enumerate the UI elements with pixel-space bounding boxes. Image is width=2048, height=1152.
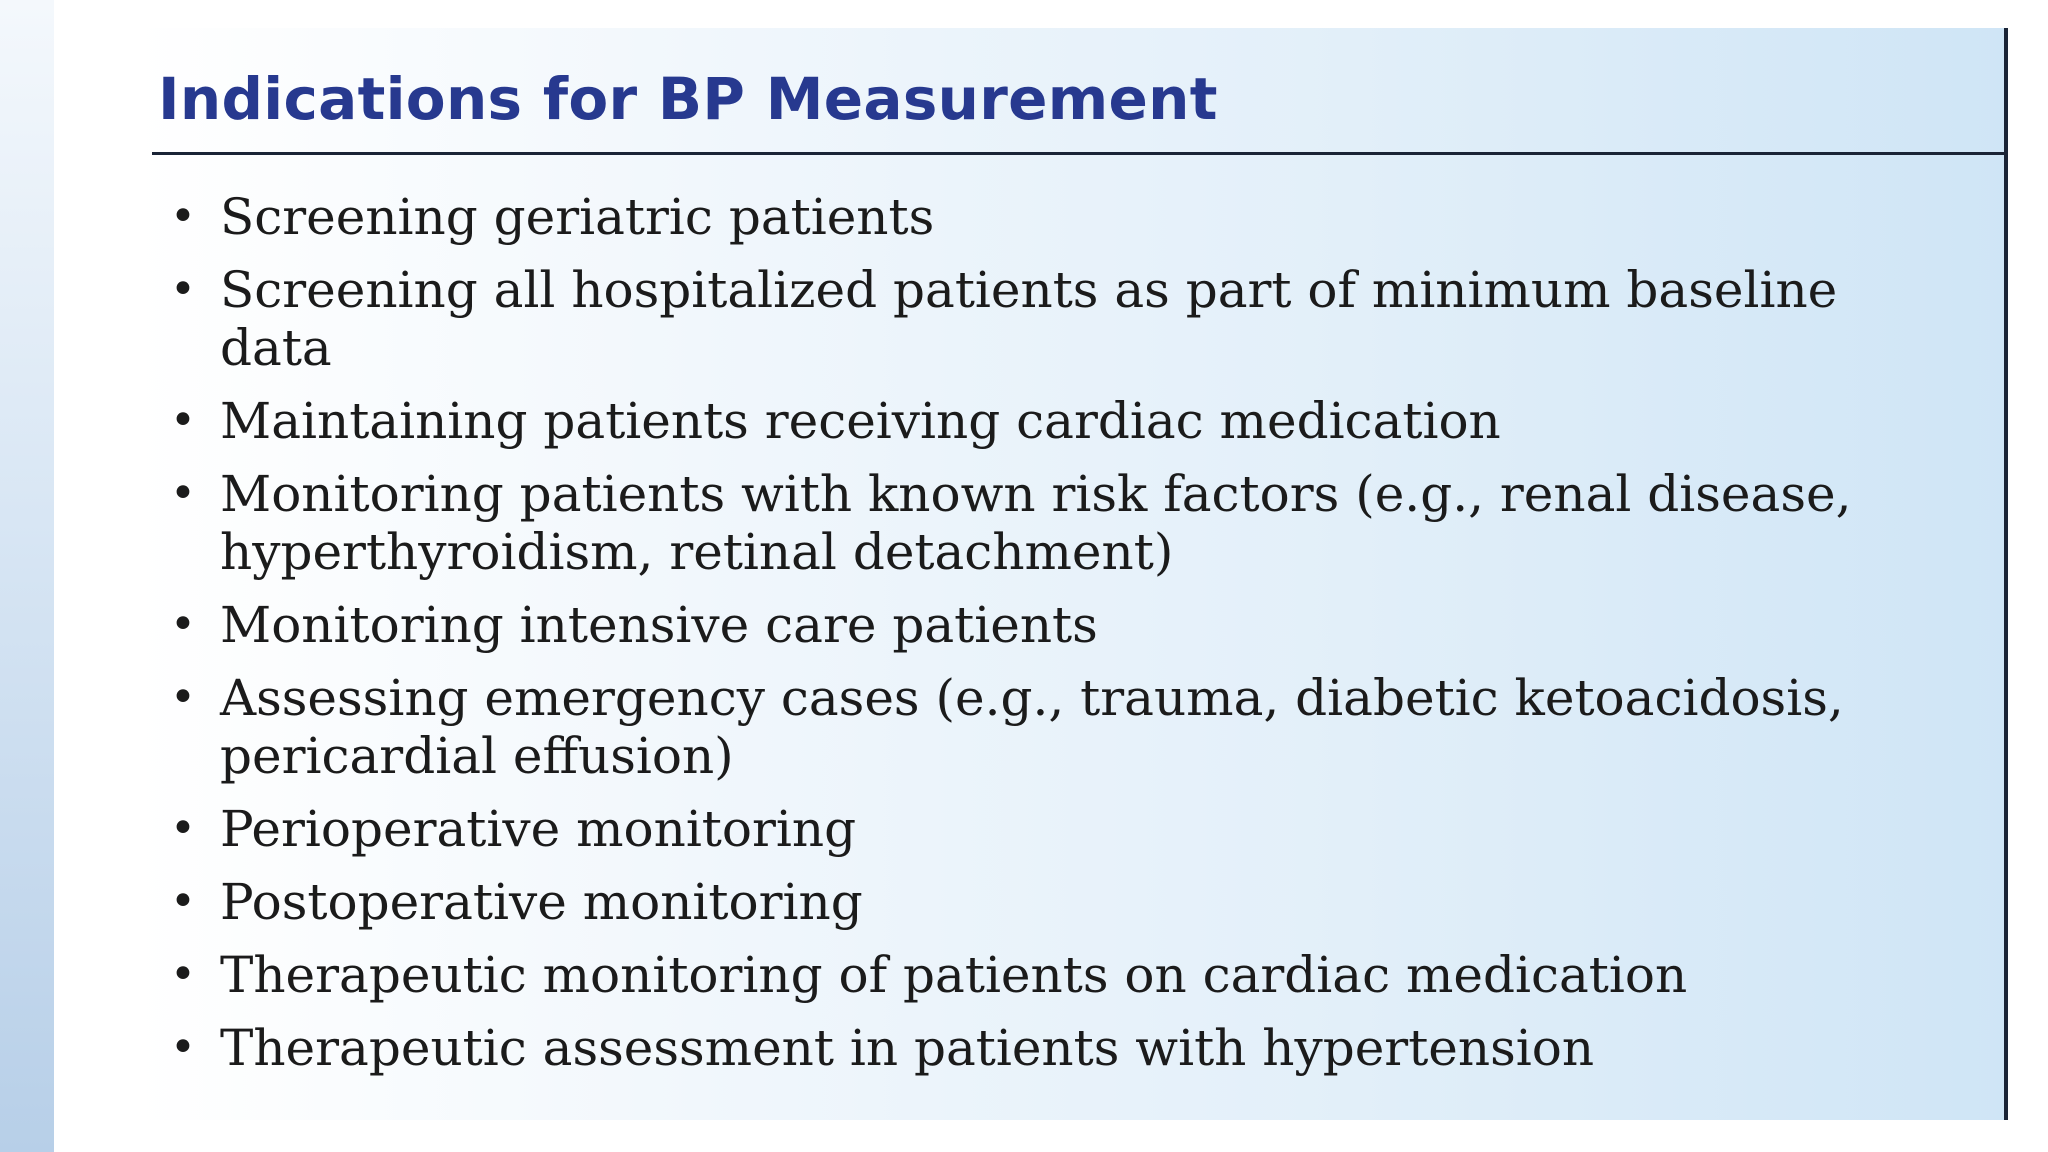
list-item-text: Postoperative monitoring xyxy=(220,873,863,931)
list-item xyxy=(166,946,1956,1004)
list-item-text: Monitoring patients with known risk factors (e.g., renal disease, hyperthyroidism, retinal detachment) xyxy=(220,465,1852,581)
list-item xyxy=(166,465,1956,581)
title-underline-rule xyxy=(152,152,2008,155)
bullet-icon: • xyxy=(170,949,196,1000)
indications-panel xyxy=(136,28,2008,1120)
list-item-text: Screening all hospitalized patients as part of minimum baseline data xyxy=(220,261,1838,377)
list-item-text: Therapeutic monitoring of patients on cardiac medication xyxy=(220,946,1688,1004)
bullet-icon: • xyxy=(170,672,196,723)
list-item-text: Assessing emergency cases (e.g., trauma, diabetic ketoacidosis, pericardial effusion) xyxy=(220,669,1844,785)
bullet-icon: • xyxy=(170,264,196,315)
list-item xyxy=(166,669,1956,785)
bullet-icon: • xyxy=(170,803,196,854)
bullet-icon: • xyxy=(170,876,196,927)
list-item xyxy=(166,392,1956,450)
panel-title: Indications for BP Measurement xyxy=(158,65,1218,133)
list-item xyxy=(166,800,1956,858)
bullet-icon: • xyxy=(170,599,196,650)
list-item xyxy=(166,873,1956,931)
list-item-text: Monitoring intensive care patients xyxy=(220,596,1098,654)
list-item-text: Perioperative monitoring xyxy=(220,800,857,858)
list-item xyxy=(166,261,1956,377)
slide-left-gradient-band xyxy=(0,0,54,1152)
list-item xyxy=(166,188,1956,246)
slide-page xyxy=(54,0,2048,1152)
bullet-icon: • xyxy=(170,191,196,242)
indications-list xyxy=(166,188,1956,1092)
panel-right-border xyxy=(2004,28,2008,1120)
bullet-icon: • xyxy=(170,468,196,519)
list-item-text: Screening geriatric patients xyxy=(220,188,935,246)
bullet-icon: • xyxy=(170,395,196,446)
list-item xyxy=(166,1019,1956,1077)
bullet-icon: • xyxy=(170,1022,196,1073)
list-item-text: Maintaining patients receiving cardiac medication xyxy=(220,392,1501,450)
list-item-text: Therapeutic assessment in patients with hypertension xyxy=(220,1019,1595,1077)
list-item xyxy=(166,596,1956,654)
